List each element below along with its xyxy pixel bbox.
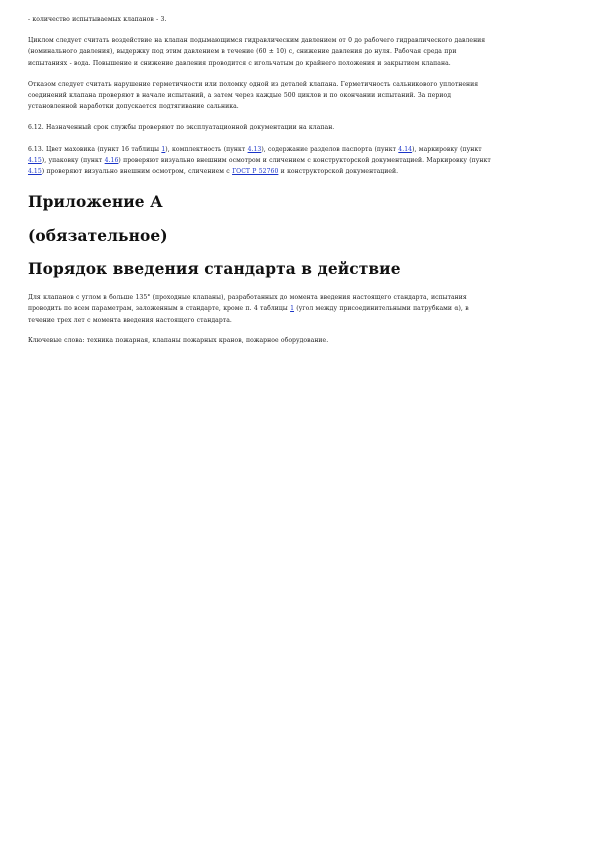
keywords-line: Ключевые слова: техника пожарная, клапаны пожарных кранов, пожарное оборудование.	[28, 336, 329, 344]
clause-6-13-text-h: и конструкторской документацией.	[278, 168, 399, 176]
intro-line-1: Для клапанов с углом в больше 135° (проходные клапаны), разработанных до момента введения настоящего стандарта, испытания	[28, 294, 467, 302]
link-4-14[interactable]: 4.14	[398, 145, 413, 153]
clause-6-13-text-c: ), содержание разделов паспорта (пункт	[261, 145, 399, 153]
appendix-mandatory-heading: (обязательное)	[28, 227, 168, 246]
document-page	[28, 14, 563, 346]
cycles-paragraph	[28, 35, 563, 69]
intro-paragraph	[28, 292, 563, 326]
clause-6-13-line-2	[28, 155, 563, 166]
cycles-line-3: испытаниях - вода. Повышение и снижение давления проводится с игольчатым до крайнего положения и закрытием клапана.	[28, 59, 451, 67]
clause-6-13-text-e: ), упаковку (пункт	[41, 156, 105, 164]
clause-6-13-text-f: ) проверяют визуально внешним осмотром и сличением с конструкторской документацией. Маркировку (пункт	[118, 156, 491, 164]
link-4-13[interactable]: 4.13	[247, 145, 262, 153]
failure-paragraph	[28, 79, 563, 113]
cycles-line-1: Циклом следует считать воздействие на клапан подымающимся гидравлическим давлением от 0 до рабочего гидравлического давления	[28, 37, 486, 45]
cycles-line-2: (номинального давления), выдержку под этим давлением в течение (60 ± 10) с, снижение давления до нуля. Рабочая среда при	[28, 48, 457, 56]
appendix-heading: Приложение А	[28, 193, 163, 212]
intro-text-b: проводить по всем параметрам, заложенным в стандарте, кроме п. 4 таблицы	[28, 305, 291, 313]
failure-line-3: установленной наработки допускается подтягивание сальника.	[28, 103, 239, 111]
intro-line-2	[28, 303, 563, 314]
clause-6-13	[28, 144, 563, 178]
link-4-15[interactable]: 4.15	[28, 156, 42, 164]
link-table-1[interactable]: 1	[161, 145, 166, 153]
failure-line-1: Отказом следует считать нарушение герметичности или поломку одной из деталей клапана. Герметичность сальникового уплотнения	[28, 80, 479, 88]
clause-6-13-text-g: ) проверяют визуально внешним осмотром, сличением с	[41, 168, 233, 176]
clause-6-13-line-1	[28, 144, 563, 155]
link-gost-r-52760[interactable]: ГОСТ Р 52760	[232, 168, 279, 176]
clause-6-13-text-d: ), маркировку (пункт	[412, 145, 482, 153]
clause-6-12: 6.12. Назначенный срок службы проверяют по эксплуатационной документации на клапан.	[28, 124, 335, 132]
appendix-title-heading: Порядок введения стандарта в действие	[28, 260, 401, 279]
link-4-16[interactable]: 4.16	[104, 156, 119, 164]
quantity-line: - количество испытываемых клапанов - 3.	[28, 16, 167, 23]
link-table-1-intro[interactable]: 1	[290, 305, 295, 313]
clause-6-13-text-b: ), комплектность (пункт	[165, 145, 248, 153]
clause-6-13-text-a: 6.13. Цвет маховика (пункт 16 таблицы	[28, 145, 162, 153]
intro-line-3: течение трех лет с момента введения настоящего стандарта.	[28, 316, 232, 324]
failure-line-2: соединений клапана проверяют в начале испытаний, а затем через каждые 500 циклов и по окончании испытаний. За период	[28, 92, 452, 100]
intro-text-c: (угол между присоединительными патрубками α), в	[294, 305, 469, 313]
link-4-15-second[interactable]: 4.15	[28, 168, 42, 176]
clause-6-13-line-3	[28, 166, 563, 177]
